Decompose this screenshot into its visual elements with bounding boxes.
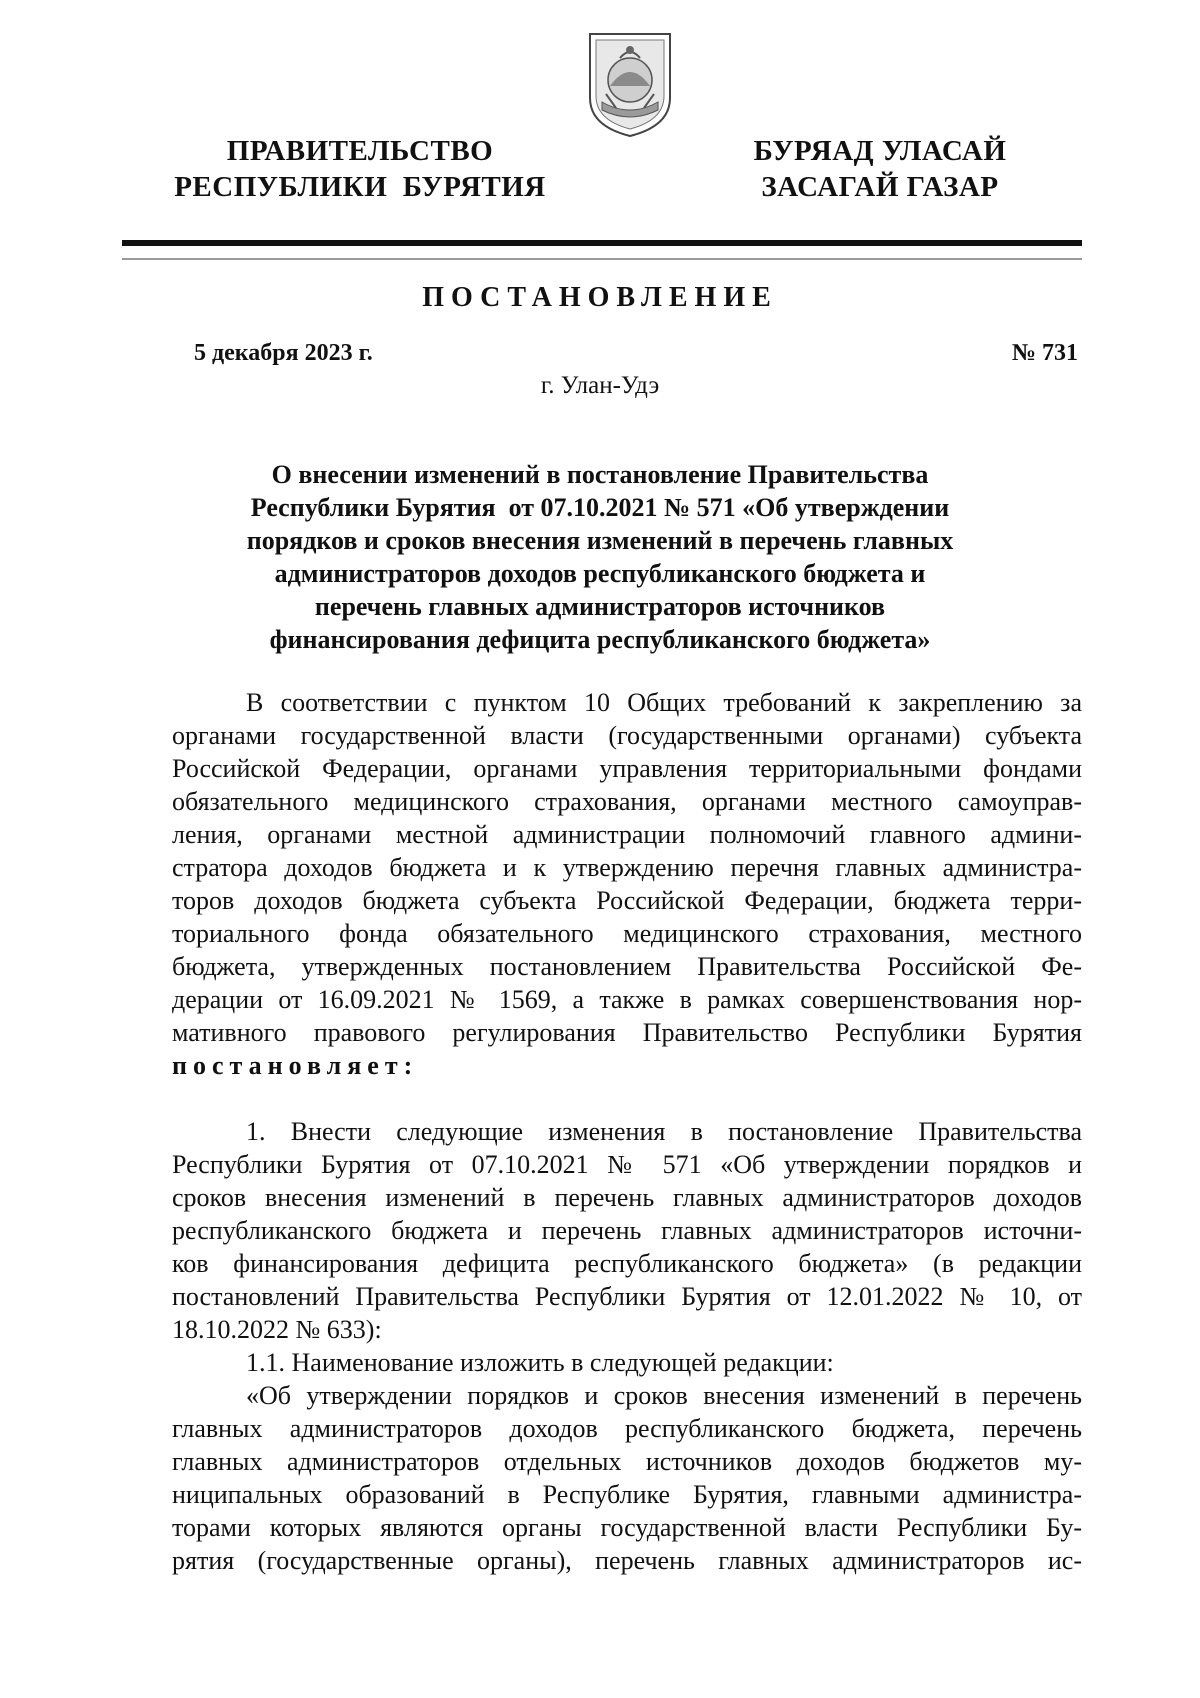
item-1-1-line: 1.1. Наименование изложить в следующей редакции: bbox=[246, 1348, 834, 1377]
preamble-line: ториального фонда обязательного медицинского страхования, местного bbox=[172, 919, 1082, 948]
preamble-line: торов доходов бюджета субъекта Российской Федерации, бюджета терри- bbox=[172, 886, 1082, 915]
item-1-line: 18.10.2022 № 633): bbox=[172, 1315, 382, 1344]
quote-line: рятия (государственные органы), перечень главных администраторов ис- bbox=[172, 1546, 1082, 1575]
quote-line: главных администраторов доходов республиканского бюджета, перечень bbox=[172, 1414, 1082, 1443]
org-bua-line-1: БУРЯАД УЛАСАЙ bbox=[753, 135, 1007, 167]
preamble-line: мативного правового регулирования Правительство Республики Бурятия bbox=[172, 1018, 1082, 1047]
header-rule-thin bbox=[122, 258, 1082, 260]
quote-line: торами которых являются органы государственной власти Республики Бу- bbox=[172, 1513, 1082, 1542]
document-type: ПОСТАНОВЛЕНИЕ bbox=[422, 282, 778, 313]
org-bua-line-2: ЗАСАГАЙ ГАЗАР bbox=[761, 171, 999, 203]
preamble-line: дерации от 16.09.2021 № 1569, а также в рамках совершенствования нор- bbox=[172, 985, 1082, 1014]
preamble-line: бюджета, утвержденных постановлением Правительства Российской Фе- bbox=[172, 952, 1082, 981]
quote-line: «Об утверждении порядков и сроков внесения изменений в перечень bbox=[246, 1381, 1082, 1410]
quote-line: главных администраторов отдельных источников доходов бюджетов му- bbox=[172, 1447, 1082, 1476]
document-number: № 731 bbox=[1011, 340, 1078, 366]
title-line: администраторов доходов республиканского бюджета и bbox=[274, 559, 926, 588]
preamble-line: обязательного медицинского страхования, органами местного самоуправ- bbox=[172, 787, 1082, 816]
resolves-line bbox=[172, 1049, 1082, 1082]
item-1-line: Республики Бурятия от 07.10.2021 № 571 «Об утверждении порядков и bbox=[172, 1150, 1082, 1179]
preamble-line: органами государственной власти (государственными органами) субъекта bbox=[172, 721, 1082, 750]
document-city: г. Улан-Удэ bbox=[540, 372, 660, 399]
org-ru-line-1: ПРАВИТЕЛЬСТВО bbox=[226, 135, 494, 167]
paragraph-gap bbox=[172, 1082, 1082, 1115]
title-line: перечень главных администраторов источников bbox=[314, 592, 886, 621]
title-line: О внесении изменений в постановление Правительства bbox=[271, 460, 929, 489]
item-1-line: постановлений Правительства Республики Бурятия от 12.01.2022 № 10, от bbox=[172, 1282, 1082, 1311]
preamble-line: стратора доходов бюджета и к утверждению перечня главных администра- bbox=[172, 853, 1082, 882]
document-title bbox=[160, 458, 1040, 656]
organization-name-russian bbox=[170, 133, 550, 205]
header-rule-thick bbox=[122, 240, 1082, 246]
item-1-line: республиканского бюджета и перечень главных администраторов источни- bbox=[172, 1216, 1082, 1245]
org-ru-line-2: РЕСПУБЛИКИ БУРЯТИЯ bbox=[174, 171, 546, 203]
organization-name-buryat bbox=[730, 133, 1030, 205]
item-1-line: 1. Внести следующие изменения в постановление Правительства bbox=[246, 1117, 1082, 1146]
quote-line: ниципальных образований в Республике Бурятия, главными администра- bbox=[172, 1480, 1082, 1509]
item-1-line: ков финансирования дефицита республиканского бюджета» (в редакции bbox=[172, 1249, 1082, 1278]
preamble-line: Российской Федерации, органами управления территориальными фондами bbox=[172, 754, 1082, 783]
title-line: Республики Бурятия от 07.10.2021 № 571 «Об утверждении bbox=[250, 493, 950, 522]
document-date: 5 декабря 2023 г. bbox=[194, 340, 373, 366]
preamble-line: ления, органами местной администрации полномочий главного админи- bbox=[172, 820, 1082, 849]
coat-of-arms-emblem bbox=[582, 28, 678, 140]
item-1-line: сроков внесения изменений в перечень главных администраторов доходов bbox=[172, 1183, 1082, 1212]
resolves-word: постановляет: bbox=[172, 1051, 419, 1080]
title-line: порядков и сроков внесения изменений в перечень главных bbox=[246, 526, 954, 555]
document-body bbox=[172, 686, 1082, 1577]
preamble-line: В соответствии с пунктом 10 Общих требований к закреплению за bbox=[246, 688, 1082, 717]
title-line: финансирования дефицита республиканского бюджета» bbox=[269, 625, 931, 654]
